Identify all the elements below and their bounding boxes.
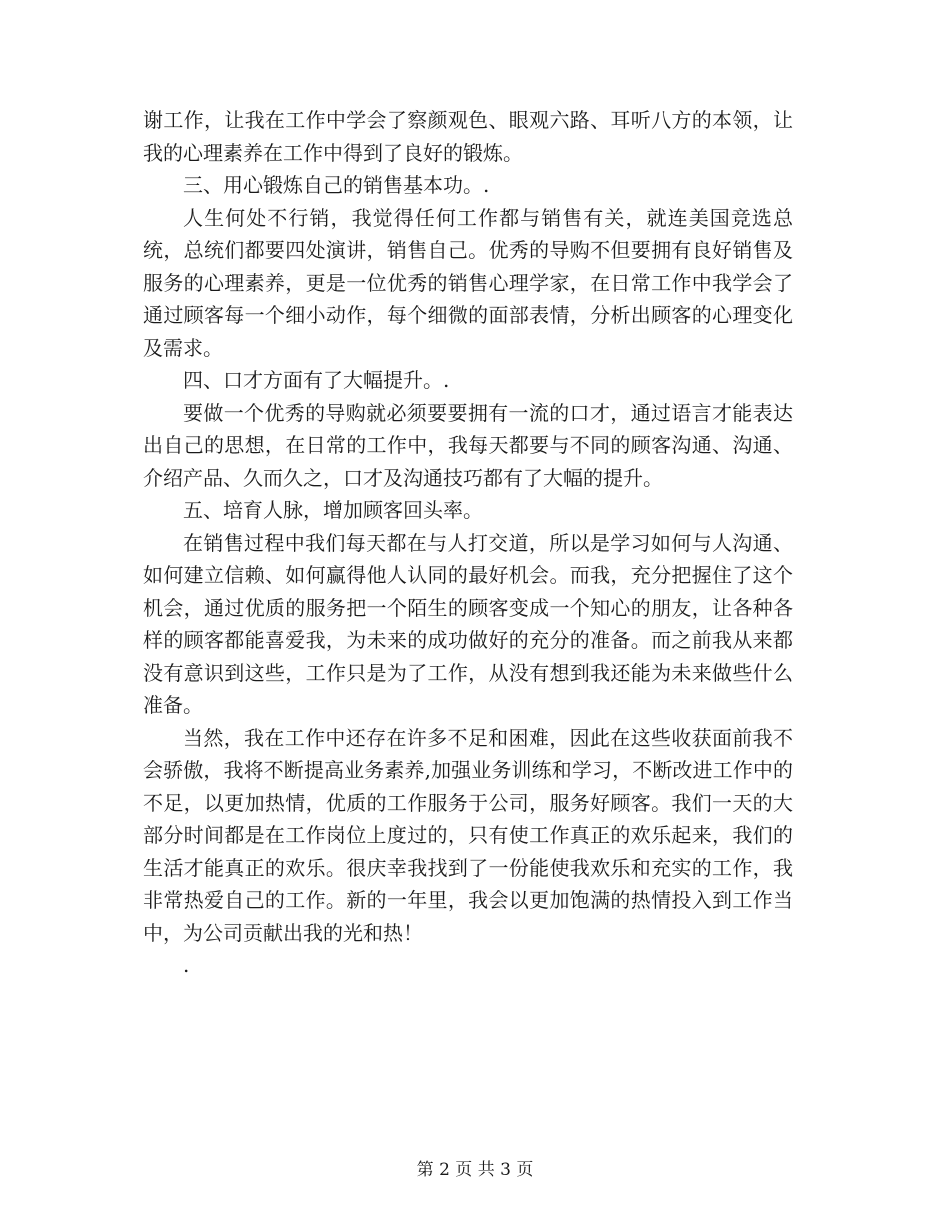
paragraph-2: 人生何处不行销，我觉得任何工作都与销售有关，就连美国竞选总统，总统们都要四处演讲，销售自己。优秀的导购不但要拥有良好销售及服务的心理素养，更是一位优秀的销售心理学家，在日常工作中我学会了通过顾客每一个细小动作，每个细微的面部表情，分析出顾客的心理变化及需求。 bbox=[143, 205, 793, 360]
page-number-footer: 第 2 页 共 3 页 bbox=[416, 1160, 534, 1180]
paragraph-3: 要做一个优秀的导购就必须要要拥有一流的口才，通过语言才能表达出自己的思想，在日常的工作中，我每天都要与不同的顾客沟通、沟通、介绍产品、久而久之，口才及沟通技巧都有了大幅的提升。 bbox=[143, 400, 793, 490]
paragraph-end-mark: . bbox=[183, 953, 190, 977]
paragraph-4: 在销售过程中我们每天都在与人打交道，所以是学习如何与人沟通、如何建立信赖、如何赢得他人认同的最好机会。而我，充分把握住了这个机会，通过优质的服务把一个陌生的顾客变成一个知心的朋友，让各种各样的顾客都能喜爱我，为未来的成功做好的充分的准备。而之前我从来都没有意识到这些，工作只是为了工作，从没有想到我还能为未来做些什么准备。 bbox=[143, 530, 793, 717]
section-heading-4: 四、口才方面有了大幅提升。. bbox=[183, 368, 450, 392]
section-heading-3: 三、用心锻炼自己的销售基本功。. bbox=[183, 173, 490, 197]
paragraph-5: 当然，我在工作中还存在许多不足和困难，因此在这些收获面前我不会骄傲，我将不断提高业务素养,加强业务训练和学习，不断改进工作中的不足，以更加热情，优质的工作服务于公司，服务好顾客。我们一天的大部分时间都是在工作岗位上度过的，只有使工作真正的欢乐起来，我们的生活才能真正的欢乐。很庆幸我找到了一份能使我欢乐和充实的工作，我非常热爱自己的工作。新的一年里，我会以更加饱满的热情投入到工作当中，为公司贡献出我的光和热！ bbox=[143, 725, 793, 945]
paragraph-1: 谢工作，让我在工作中学会了察颜观色、眼观六路、耳听八方的本领，让我的心理素养在工作中得到了良好的锻炼。 bbox=[143, 108, 793, 165]
section-heading-5: 五、培育人脉，增加顾客回头率。 bbox=[183, 498, 483, 522]
document-body bbox=[143, 104, 793, 982]
